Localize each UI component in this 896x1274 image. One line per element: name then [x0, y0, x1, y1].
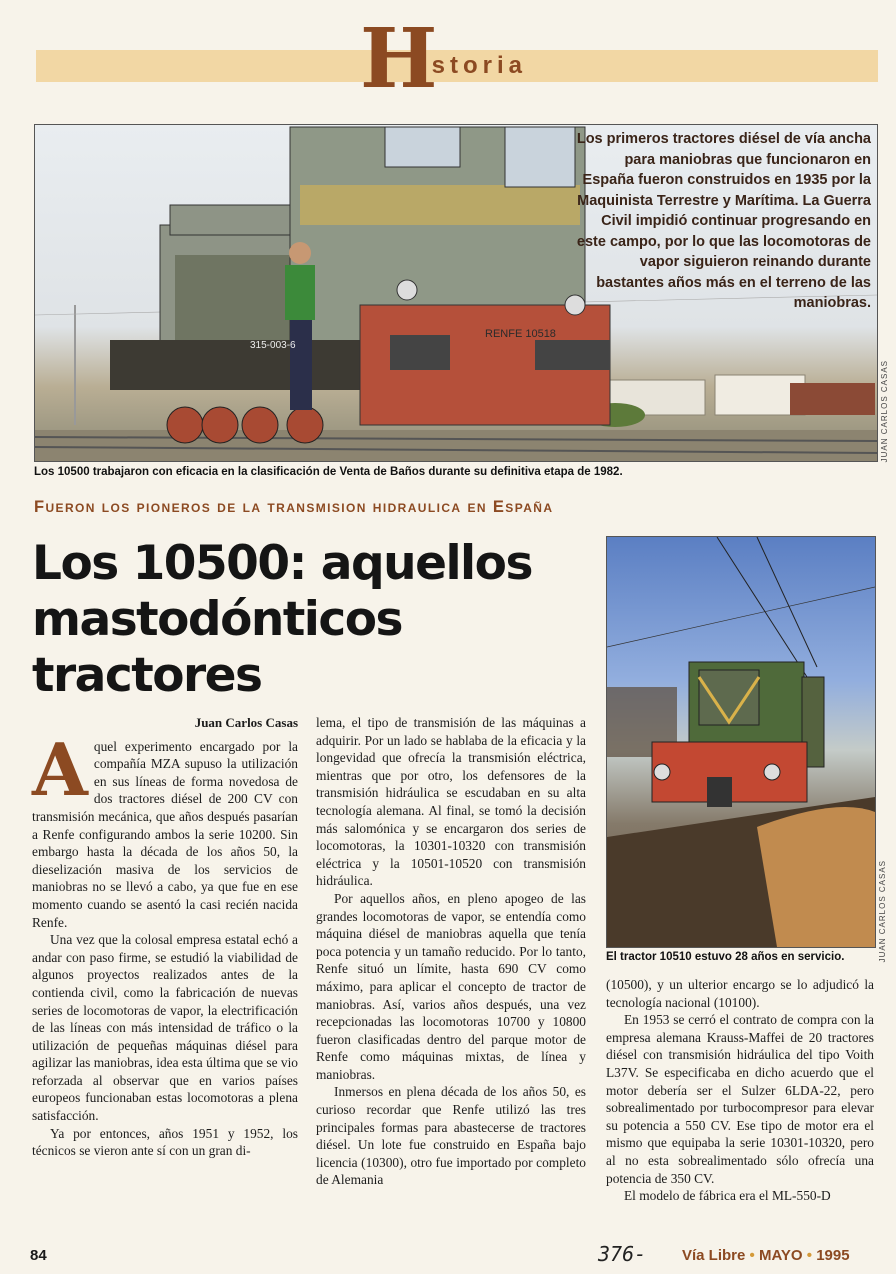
section-initial: H: [360, 11, 438, 107]
paragraph: quel experimento encargado por la compañía MZA supuso la utilización en sus líneas de forma novedosa de dos tractores diésel de 200 CV con transmisión mecánica, que años después pasarían a Renfe configurando ambos la serie 10200. Sin embargo hasta la década de los años 50, la dieselización masiva de los servicios de maniobras no se llevó a cabo, ya que fue en ese momento cuando se asentó la casi recién nacida Renfe.: [32, 738, 298, 930]
magazine-name: Vía Libre: [682, 1247, 746, 1264]
tractor-illustration: [607, 537, 875, 947]
paragraph: Ya por entonces, años 1951 y 1952, los técnicos se vieron ante sí con un gran di-: [32, 1125, 298, 1159]
top-photo-caption: Los 10500 trabajaron con eficacia en la clasificación de Venta de Baños durante su definitiva etapa de 1982.: [34, 466, 623, 478]
article-column-1: [32, 714, 298, 1160]
section-title: istoria: [420, 52, 528, 79]
separator-dot: •: [749, 1247, 755, 1264]
drop-cap: A: [32, 726, 88, 812]
renfe-plate: RENFE 10518: [485, 328, 556, 340]
paragraph: Una vez que la colosal empresa estatal echó a andar con paso firme, se estudió la viabilidad de algunos proyectos realizados antes de la contienda civil, como la fabricación de nuevas series de locomotoras de vapor, la electrificación de las líneas con más intensidad de tráfico o la utilización de pequeñas máquinas diésel para agilizar las maniobras, idea esta última que se vio reforzada al observar que en varios países europeos funcionaban estas locomotoras a plena satisfacción.: [32, 932, 298, 1124]
loco-number-plate: 315-003-6: [250, 340, 296, 351]
article-column-3: [606, 976, 874, 1205]
issue-year: 1995: [816, 1247, 850, 1264]
paragraph: Inmersos en plena década de los años 50, es curioso recordar que Renfe utilizó las tres principales formas para abastecerse de tractores diésel. Un lote fue construido en España bajo licencia (10300), otro fue importado por completo de Alemania: [316, 1084, 586, 1188]
paragraph: (10500), y un ulterior encargo se lo adjudicó la tecnología nacional (10100).: [606, 977, 874, 1010]
right-photo-credit: JUAN CARLOS CASAS: [878, 860, 887, 963]
top-photo-credit: JUAN CARLOS CASAS: [880, 360, 889, 463]
separator-dot: •: [806, 1247, 813, 1264]
paragraph: En 1953 se cerró el contrato de compra con la empresa alemana Krauss-Maffei de 20 tractores diésel con transmisión hidráulica del tipo Voith L37V. Se especificaba en dicho acuerdo que el motor debería ser el Sulzer 6LDA-22, pero sobrealimentado por turbocompresor para elevar su potencia a 550 CV. Ese tipo de motor era el mismo que equipaba la serie 10301-10320, pero al no esta sobrealimentado sólo ofrecía una potencia de 350 CV.: [606, 1012, 874, 1186]
top-photo: [34, 124, 878, 462]
paragraph: El modelo de fábrica era el ML-550-D: [624, 1188, 831, 1204]
magazine-footer: [682, 1247, 850, 1264]
right-photo: [606, 536, 876, 948]
right-photo-caption: El tractor 10510 estuvo 28 años en servicio.: [606, 951, 845, 963]
page-number: 84: [30, 1247, 47, 1264]
intro-text: Los primeros tractores diésel de vía ancha para maniobras que funcionaron en España fueron construidos en 1935 por la Maquinista Terrestre y Marítima. La Guerra Civil impidió continuar progresando en este campo, por lo que las locomotoras de vapor siguieron reinando durante bastantes años más en el terreno de las maniobras.: [576, 131, 871, 311]
kicker: Fueron los pioneros de la transmision hidraulica en España: [34, 498, 554, 516]
paragraph: lema, el tipo de transmisión de las máquinas a adquirir. Por un lado se hablaba de la eficacia y la longevidad que ofrecía la transmisión eléctrica, mientras que por otro, los defensores de la transmisión hidráulica se escudaban en su alta tecnología alemana. Al final, se tomó la decisión más salomónica y se encargaron dos series de locomotoras, la 10301-10320 con transmisión eléctrica y la 10501-10520 con transmisión hidráulica.: [316, 715, 586, 889]
headline: Los 10500: aquellos mastodónticos tractores: [32, 536, 532, 703]
byline: Juan Carlos Casas: [194, 715, 298, 730]
handwritten-note: 376-: [598, 1242, 647, 1266]
article-column-2: [316, 714, 586, 1189]
issue-month: MAYO: [758, 1247, 803, 1264]
paragraph: Por aquellos años, en pleno apogeo de las grandes locomotoras de vapor, se entendía como máquina diésel de maniobras aquella que tenía poca potencia y un tamaño reducido. Por lo tanto, Renfe situó un límite, hasta 690 CV como máximo, para aplicar el concepto de tractor de maniobras. Así, varios años después, una vez recepcionadas las locomotoras 10700 y 10800 fueron clasificadas dentro del parque motor de Renfe como máquinas mixtas, de línea y maniobras.: [316, 890, 586, 1082]
